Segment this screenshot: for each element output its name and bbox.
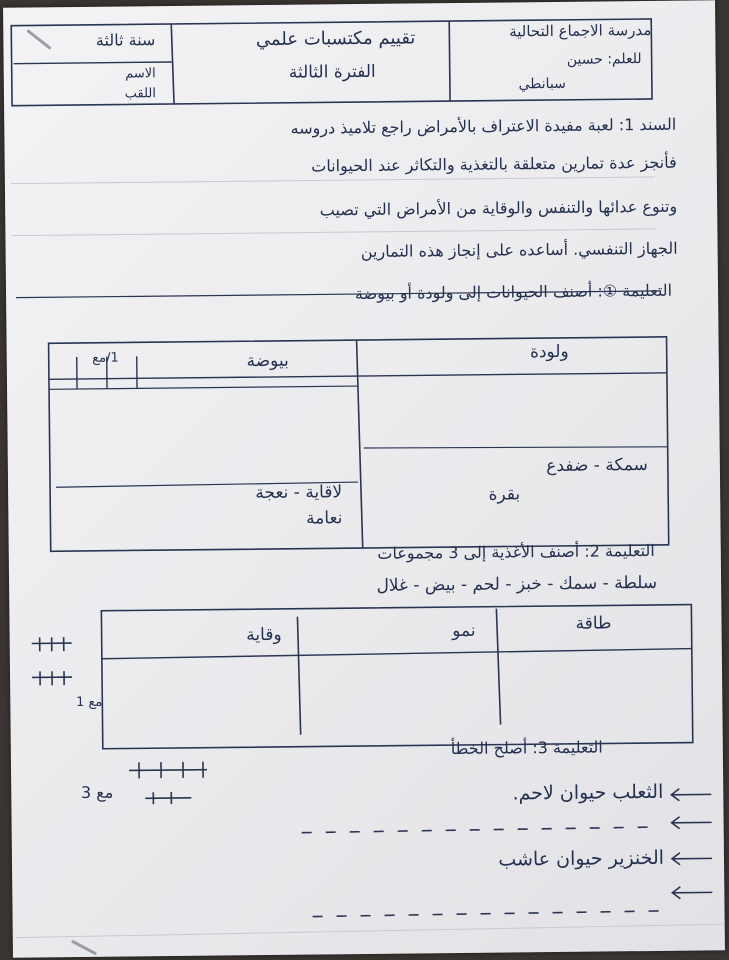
q1-col-viviparous: ولودة (529, 341, 569, 363)
teacher-name: للعلم: حسين (566, 51, 642, 68)
teacher-mark: سبانطي (518, 75, 566, 93)
intro-line-2: فأنجز عدة تمارين متعلقة بالتغذية والتكاثر عند الحيوانات (311, 152, 677, 176)
intro-line-3: وتنوع عدائها والتنفس والوقاية من الأمراض التي تصيب (319, 196, 678, 220)
q2-instruction: التعليمة 2: أصنف الأغذية إلى 3 مجموعات (377, 540, 655, 563)
exam-term: الفترة الثالثة (288, 61, 376, 83)
intro-line-1: السند 1: لعبة مفيدة الاعتراف بالأمراض راجع تلاميذ دروسه (290, 114, 677, 138)
q2-col-energy: طاقة (575, 613, 612, 634)
q1-score: 1/مع (92, 350, 119, 366)
grade-label: سنة ثالثة (95, 30, 156, 50)
q1-oviparous-answer-2: نعامة (305, 508, 343, 529)
school-name: مدرسة الاجماع التحالية (509, 20, 652, 41)
intro-line-4: الجهاز التنفسي. أساعده على إنجاز هذه التمارين (360, 238, 678, 262)
q2-col-growth: نمو (452, 620, 476, 642)
q1-col-oviparous: بيوضة (246, 350, 289, 372)
q2-score: مع 1 (75, 694, 103, 711)
q3-sentence-2: الخنزير حيوان عاشب (498, 846, 665, 871)
q1-viviparous-answer-1: سمكة - ضفدع (546, 455, 648, 477)
sheet-ruling (3, 0, 725, 957)
name-label: الاسم (125, 66, 156, 82)
q3-score: مع 3 (80, 782, 114, 802)
q2-col-protection: وقاية (246, 624, 282, 646)
q1-oviparous-answer-1: لاقاية - نعجة (255, 482, 343, 504)
q2-foods: سلطة - سمك - خبز - لحم - بيض - غلال (376, 572, 658, 596)
q1-viviparous-answer-2: بقرة (488, 484, 521, 505)
q3-sentence-1: الثعلب حيوان لاحم. (512, 780, 664, 805)
surname-label: اللقب (124, 86, 157, 102)
q1-instruction: التعليمة ①: أصنف الحيوانات إلى ولودة أو بيوضة (354, 280, 673, 304)
exam-sheet (3, 0, 725, 957)
exam-title: تقييم مكتسبات علمي (255, 27, 416, 51)
q3-instruction: التعليمة 3: أصلح الخطأ (450, 737, 603, 759)
